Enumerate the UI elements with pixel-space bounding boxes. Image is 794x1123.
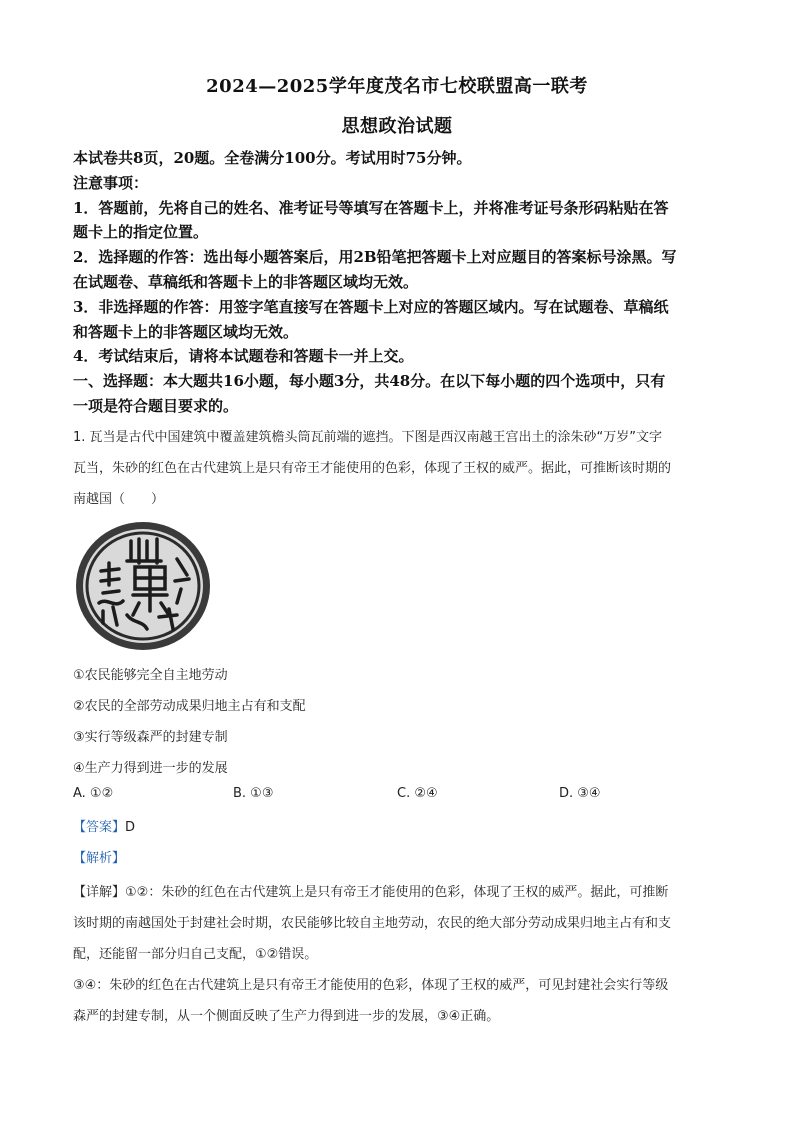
exam-info: 本试卷共8页，20题。全卷满分100分。考试用时75分钟。 [73, 149, 472, 167]
question-1-choices [73, 786, 728, 806]
option-item: ②农民的全部劳动成果归地主占有和支配 [73, 699, 306, 714]
exam-title: 2024—2025学年度茂名市七校联盟高一联考 [206, 76, 588, 97]
notice-item-4: 4．考试结束后，请将本试题卷和答题卡一并上交。 [73, 347, 414, 366]
notice-item-3a: 3．非选择题的作答：用签字笔直接写在答题卡上对应的答题区域内。写在试题卷、草稿纸 [73, 297, 669, 316]
notice-item-1a: 1．答题前，先将自己的姓名、准考证号等填写在答题卡上，并将准考证号条形码粘贴在答 [73, 198, 669, 217]
detail-line [73, 877, 728, 908]
detail-line: 配，还能留一部分归自己支配，①②错误。 [73, 947, 318, 962]
answer-label: 【答案】 [73, 820, 126, 835]
detail-line: ③④：朱砂的红色在古代建筑上是只有帝王才能使用的色彩，体现了王权的威严，可见封建社会实行等级 [73, 978, 669, 993]
wadang-seal-image [73, 519, 213, 653]
choice-c: C. ②④ [397, 786, 438, 801]
exam-instructions [73, 146, 723, 419]
analysis-label: 【解析】 [73, 851, 126, 866]
stem-line: 南越国（ ） [73, 492, 165, 507]
choice-b: B. ①③ [233, 786, 274, 801]
notice-item-2a: 2．选择题的作答：选出每小题答案后，用2B铅笔把答题卡上对应题目的答案标号涂黑。写 [73, 248, 677, 267]
choice-a: A. ①② [73, 786, 114, 801]
detail-explanation [73, 877, 728, 1032]
notice-item-3b: 和答题卡上的非答题区域均无效。 [73, 322, 299, 341]
stem-line: 1. 瓦当是古代中国建筑中覆盖建筑檐头筒瓦前端的遮挡。下图是西汉南越王宫出土的涂朱砂“万岁”文字 [73, 430, 663, 445]
option-item: ①农民能够完全自主地劳动 [73, 668, 228, 683]
detail-line: 森严的封建专制，从一个侧面反映了生产力得到进一步的发展，③④正确。 [73, 1009, 500, 1024]
question-1-stem [73, 422, 728, 515]
exam-subject: 思想政治试题 [341, 116, 453, 137]
question-1-options [73, 660, 728, 784]
stem-line: 瓦当，朱砂的红色在古代建筑上是只有帝王才能使用的色彩，体现了王权的威严。据此，可推断该时期的 [73, 461, 672, 476]
choice-d: D. ③④ [559, 786, 601, 801]
section-heading-b: 一项是符合题目要求的。 [73, 396, 239, 415]
notice-label: 注意事项： [73, 173, 149, 192]
answer-value: D [125, 820, 136, 835]
option-item: ④生产力得到进一步的发展 [73, 761, 228, 776]
notice-item-2b: 在试题卷、草稿纸和答题卡上的非答题区域均无效。 [73, 272, 419, 291]
option-item: ③实行等级森严的封建专制 [73, 730, 228, 745]
detail-line: 该时期的南越国处于封建社会时期，农民能够比较自主地劳动，农民的绝大部分劳动成果归地主占有和支 [73, 916, 672, 931]
detail-label: 【详解】 [73, 885, 126, 900]
section-heading-a: 一、选择题：本大题共16小题，每小题3分，共48分。在以下每小题的四个选项中，只有 [73, 372, 666, 391]
answer-line [73, 817, 728, 839]
analysis-line [73, 848, 728, 870]
notice-item-1b: 题卡上的指定位置。 [73, 223, 209, 242]
detail-text: ①②：朱砂的红色在古代建筑上是只有帝王才能使用的色彩，体现了王权的威严。据此，可推断 [125, 885, 669, 900]
